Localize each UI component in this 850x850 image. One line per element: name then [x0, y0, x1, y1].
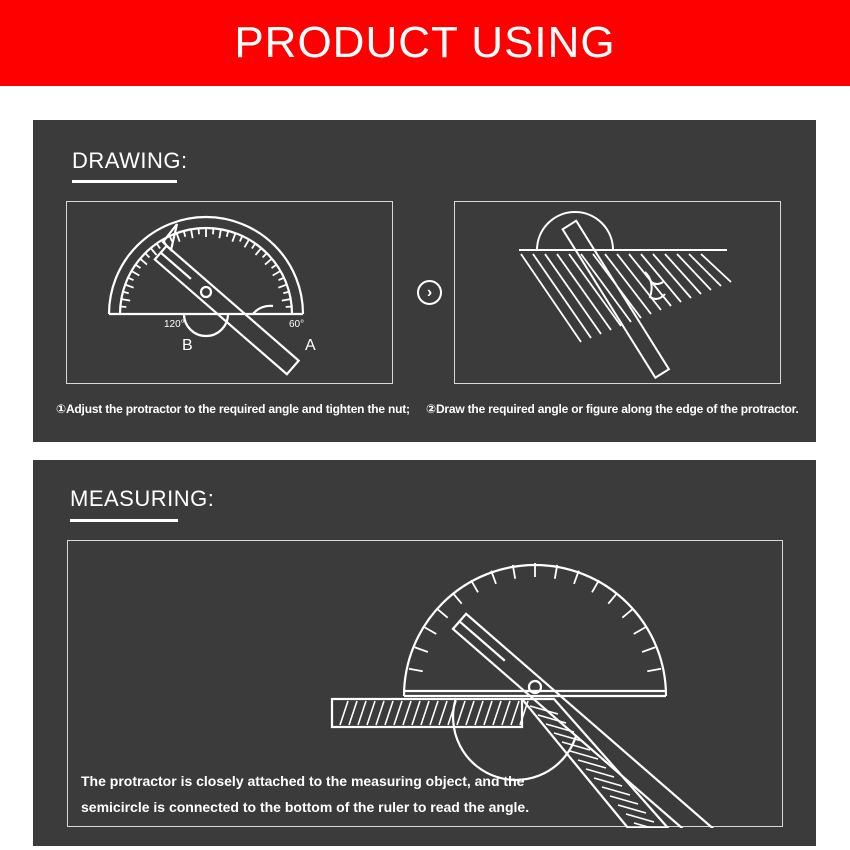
page-title: PRODUCT USING [234, 18, 616, 67]
header-banner [0, 0, 850, 86]
angle-120-label: 120° [164, 319, 185, 330]
protractor-adjust-illustration [67, 202, 394, 385]
next-step-arrow-icon: › [417, 280, 442, 305]
angle-60-label: 60° [289, 319, 305, 330]
point-a-label: A [305, 337, 316, 354]
drawing-heading: DRAWING: [72, 148, 188, 173]
drawing-figure-adjust [66, 201, 393, 384]
protractor-draw-illustration [455, 202, 782, 385]
measuring-heading: MEASURING: [70, 486, 215, 511]
step-1-caption: ①Adjust the protractor to the required angle and tighten the nut; [56, 402, 410, 416]
point-b-label: B [182, 337, 193, 354]
measuring-caption-line-1: The protractor is closely attached to the measuring object, and the [81, 773, 525, 789]
step-2-caption: ②Draw the required angle or figure along the edge of the protractor. [426, 402, 799, 416]
drawing-heading-underline [72, 180, 177, 183]
measuring-caption-line-2: semicircle is connected to the bottom of the ruler to read the angle. [81, 799, 530, 815]
drawing-figure-draw [454, 201, 781, 384]
measuring-heading-underline [70, 519, 178, 522]
